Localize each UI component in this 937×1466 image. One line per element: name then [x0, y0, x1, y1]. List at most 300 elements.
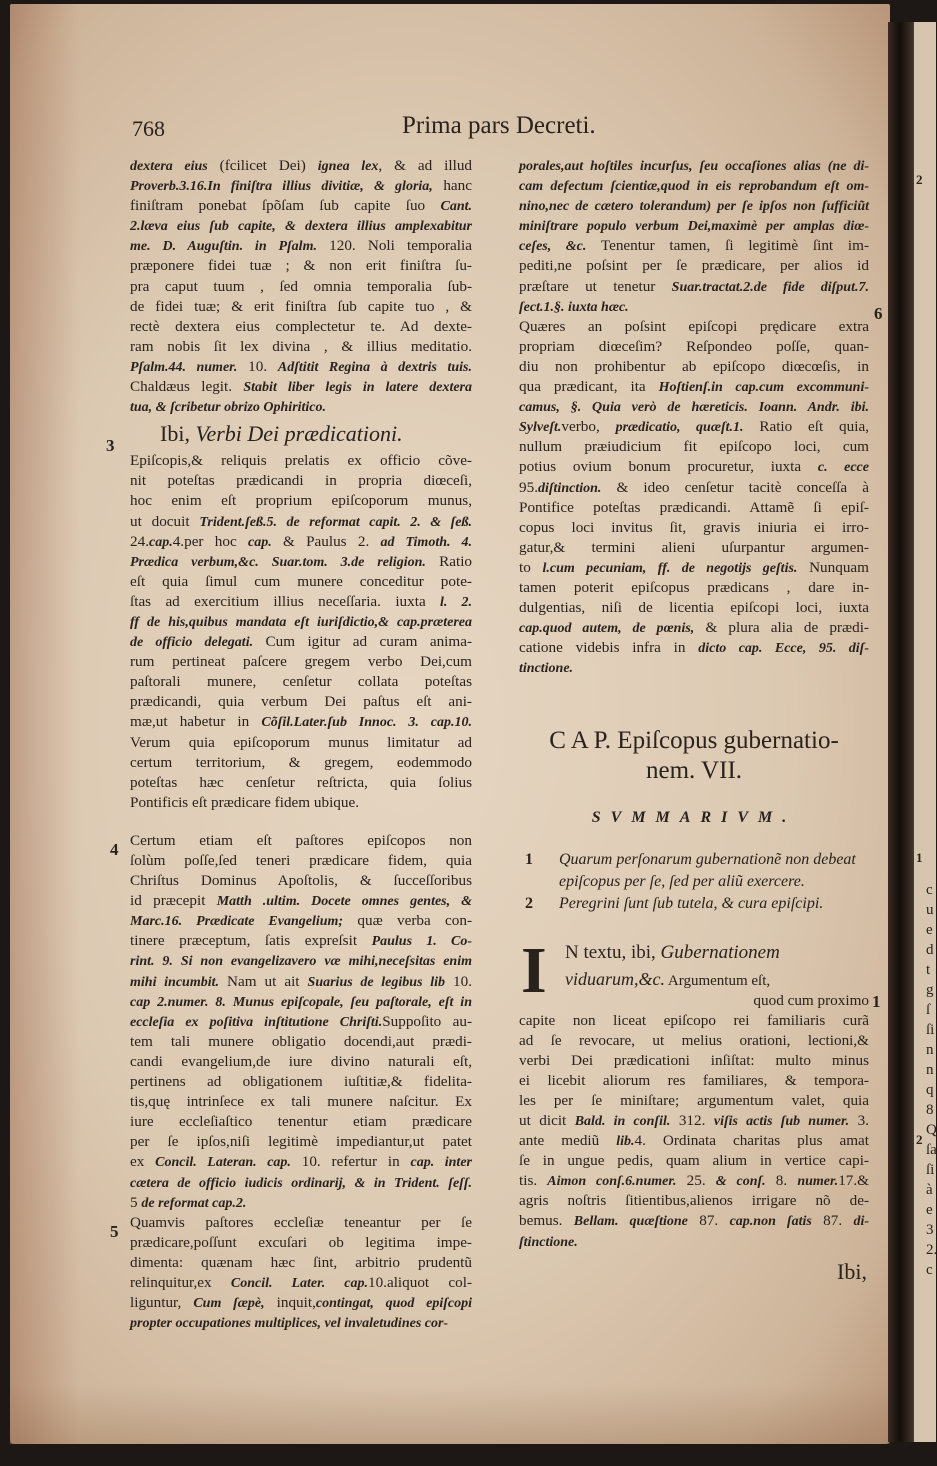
text-line	[519, 578, 869, 598]
roman-run: Quamvis paſtores eccleſiæ teneantur per ſe	[130, 1213, 472, 1231]
text-line	[519, 1091, 869, 1111]
roman-run: id præcepit	[130, 892, 217, 910]
italic-run: Marc.16. Prædicate Evangelium;	[130, 914, 344, 930]
roman-run: 3.	[849, 1112, 870, 1129]
text-line	[130, 1233, 472, 1253]
facing-letter: e	[926, 1202, 933, 1218]
text-line-3: quod cum proximo	[753, 991, 869, 1009]
marginal-number-3: 3	[106, 436, 115, 455]
text-line	[130, 1012, 472, 1032]
italic-run: ad Timoth. 4.	[380, 534, 472, 550]
text-line	[130, 552, 472, 572]
text-italic: viduarum,&c.	[565, 968, 665, 989]
text-line	[519, 1232, 869, 1252]
italic-run: cap.quod autem, de pœnis,	[519, 621, 695, 637]
roman-run: dimenta: quænam hæc ſint, arbitrio prudentũ	[130, 1253, 472, 1271]
roman-run: Pontifice poteſtas prædicandi. Attamẽ ſi epiſ-	[519, 498, 869, 516]
italic-run: ceſes, &c.	[519, 239, 587, 255]
roman-run: & plura alia de prædi-	[694, 619, 869, 637]
text-line	[519, 457, 869, 477]
text-line	[130, 871, 472, 891]
text-line	[130, 176, 472, 196]
text-line	[130, 992, 472, 1012]
roman-run: verbi Dei prædicationi inſiſtat: multo minus	[519, 1051, 869, 1069]
roman-run: Nunquam	[797, 558, 869, 576]
roman-run: hoc enim eſt proprium epiſcoporum munus,	[130, 492, 472, 510]
text-line	[130, 297, 472, 317]
text-line	[130, 1173, 472, 1193]
chapter-heading-line-2: nem. VII.	[645, 757, 743, 785]
text-line	[519, 1171, 869, 1191]
text-line	[519, 256, 869, 276]
roman-run: 120. Noli temporalia	[316, 237, 472, 255]
text-line	[130, 1253, 472, 1273]
roman-run: (fcilicet Dei)	[207, 157, 318, 174]
text-line-1	[519, 943, 869, 969]
text-line	[130, 733, 472, 753]
facing-letter: à	[926, 1182, 933, 1198]
roman-run: pertinens ad obligationem iuſtitiæ,& fidelita-	[130, 1073, 472, 1091]
text-line	[519, 1151, 869, 1171]
italic-run: propter occupationes multiplices, vel invaletudines cor-	[130, 1316, 449, 1332]
roman-run: Suppoſito au-	[382, 1012, 473, 1030]
italic-run: ff de his,quibus mandata eſt iuriſdictio,& cap.præterea	[130, 614, 472, 630]
roman-run: præſtare ut tenetur	[519, 277, 672, 295]
chapter-text	[519, 933, 870, 1284]
text-line	[130, 1193, 472, 1213]
text-line	[130, 911, 472, 931]
italic-run: miniſtrare populo verbum Dei,maximè per amplas diœ-	[519, 219, 869, 235]
facing-letter: Q	[926, 1122, 937, 1138]
facing-letter: c	[926, 882, 933, 898]
roman-run: bemus.	[519, 1212, 574, 1230]
text-line	[130, 692, 472, 712]
italic-run: Sylveſt.	[519, 420, 562, 436]
roman-run: & Paulus 2.	[271, 532, 381, 550]
italic-run: cap. inter	[410, 1155, 472, 1171]
italic-run: eccleſia ex poſitiva inſtitutione Chriſti.	[130, 1014, 383, 1030]
text-line	[130, 1152, 472, 1172]
roman-run: præponere fidei tuæ ; & non erit finiſtra ſu-	[130, 257, 472, 275]
italic-run: nino,nec de cætero tolerandum) per ſe ipſos non ſufficiũt	[519, 199, 869, 215]
facing-letter: q	[926, 1082, 934, 1098]
text-line	[130, 277, 472, 297]
text-line	[519, 1191, 869, 1211]
roman-run: Epiſcopis,& reliquis prelatis ex officio cõve-	[130, 452, 472, 470]
roman-run: ad ſe revocare, ut melius orationi, lectioni,&	[519, 1031, 869, 1049]
italic-run: porales,aut hoſtiles incurſus, ſeu occaſiones alias (ne di-	[519, 159, 869, 174]
text-line	[130, 357, 472, 377]
roman-run: per ſe ipſos,niſi legitimè impediantur,ut patet	[130, 1133, 472, 1151]
italic-run: 2.læva eius ſub capite, & dextera illius amplexabitur	[130, 219, 472, 235]
italic-run: cam defectum ſcientiæ,quod in eis reprobandum eſt om-	[519, 179, 869, 195]
roman-run: tis.	[519, 1172, 548, 1190]
subheading-italic: Verbi Dei prædicationi.	[195, 421, 403, 447]
roman-run: 10. refertur in	[290, 1153, 411, 1171]
roman-run: gatur,& termini alieni uſurpantur argumen-	[519, 538, 869, 556]
roman-run: rum pertineat paſcere gregem verbo Dei,cum	[130, 653, 472, 671]
text-line	[130, 951, 472, 971]
text-line	[130, 1213, 472, 1233]
summarium-title: SVMMARIVM.	[591, 809, 797, 827]
text-line	[519, 558, 869, 578]
text-line	[130, 612, 472, 632]
italic-run: Matth .ultim. Docete omnes gentes, &	[216, 894, 473, 910]
italic-run: Cant.	[440, 199, 472, 215]
text-line	[130, 1112, 472, 1132]
roman-run: dulgentias, niſi de licentia epiſcopi loci, iuxta	[519, 599, 869, 617]
roman-run: candi evangelium,de iure divino naturali eſt,	[130, 1052, 472, 1070]
italic-run: rint. 9. Si non evangelizavero væ mihi,neceſsitas enim	[130, 954, 472, 970]
roman-run: Nam ut ait	[219, 972, 308, 990]
italic-run: l. 2.	[440, 594, 472, 610]
text-line	[130, 512, 472, 532]
drop-capital: I	[521, 933, 547, 1007]
text-line	[519, 1111, 869, 1131]
italic-run: Adſtitit Regina à dextris tuis.	[277, 359, 472, 375]
roman-run: pediti,ne poſsint per ſe prædicare, per alios id	[519, 257, 869, 275]
text-line	[519, 1131, 869, 1151]
roman-run: Ratio	[425, 552, 473, 570]
text-line	[130, 337, 472, 357]
text-line	[130, 1273, 472, 1293]
roman-run: qua prædicant, ita	[519, 378, 659, 396]
facing-marginal: 2	[916, 1132, 923, 1147]
text-line	[519, 618, 869, 638]
roman-run: ut dicit	[519, 1112, 575, 1129]
text-line	[130, 632, 472, 652]
roman-run: Pontificis eſt prædicare fidem ubique.	[130, 793, 360, 811]
italic-run: Suarius de legibus lib	[307, 974, 446, 990]
text-line	[130, 672, 472, 692]
text-line	[519, 417, 869, 437]
text-plain: Argumentum eſt,	[664, 972, 771, 989]
text-line	[130, 652, 472, 672]
roman-run: & ideo cenſetur tacitè conceſſa à	[601, 478, 869, 496]
summarium-item-text: Peregrini ſunt ſub tutela, & cura epiſcipi.	[559, 894, 824, 912]
italic-run: dicto cap. Ecce, 95. diſ-	[698, 641, 869, 657]
facing-letter: 2.	[926, 1242, 937, 1258]
italic-run: Hoſtienſ.in cap.cum excommuni-	[658, 380, 869, 396]
book-page	[10, 4, 890, 1444]
text-line	[519, 317, 869, 337]
text-line	[130, 532, 472, 552]
text-body	[519, 1011, 869, 1252]
text-line	[130, 1293, 472, 1313]
roman-run: diu non prohibentur ab epiſcopo diœcœſis, in	[519, 357, 869, 375]
text-line	[519, 658, 869, 678]
facing-letter: ſi	[926, 1162, 935, 1178]
summarium-item-text: Quarum perſonarum gubernationẽ non debeat epiſcopus per ſe, ſed per aliũ exercere.	[559, 850, 856, 890]
italic-run: de reformat cap.2.	[141, 1195, 247, 1211]
text-line	[130, 572, 472, 592]
roman-run: tis,quę intrinſece ex tali munere naſcitur. Ex	[130, 1093, 472, 1111]
text-line	[130, 753, 472, 773]
roman-run: catione videbis infra in	[519, 639, 699, 657]
subheading-plain: Ibi,	[160, 421, 196, 447]
italic-run: dextera eius	[130, 159, 208, 174]
roman-run: 87.	[687, 1212, 730, 1230]
left-para-3	[130, 831, 472, 1213]
roman-run: pra caput tuum , ſed omnia temporalia ſub-	[130, 277, 472, 295]
summarium-item-number: 2	[525, 894, 533, 912]
facing-letter: 3	[926, 1222, 934, 1238]
facing-letter: u	[926, 902, 934, 918]
text-line	[130, 451, 472, 471]
italic-run: ſect.1.§. iuxta hæc.	[519, 299, 629, 315]
italic-run: Aimon conſ.6.numer.	[547, 1174, 677, 1190]
italic-run: cap.	[148, 534, 173, 550]
facing-marginal: 2	[916, 172, 923, 187]
facing-letter: 8	[926, 1102, 934, 1118]
roman-run: mæ,ut habetur in	[130, 713, 262, 731]
roman-run: 10.	[237, 357, 278, 375]
italic-run: l.cum pecuniam, ff. de negotijs geſtis.	[542, 560, 798, 576]
italic-run: cap.non ſatis	[729, 1214, 812, 1230]
summarium-item-number: 1	[525, 850, 533, 868]
roman-run: ſtas ad exercitium illius neceſſaria. iuxta	[130, 592, 441, 610]
roman-run: prædicare,poſſunt excuſari ob legitima impe-	[130, 1233, 472, 1251]
roman-run: poteſtas hæc cenſetur reſtricta, quia ſolius	[130, 773, 472, 791]
marginal-number-1: 1	[872, 992, 881, 1011]
right-para-1	[519, 156, 869, 317]
roman-run: Chaldæus legit.	[130, 378, 244, 396]
italic-run: prædicatio, quæſt.1.	[615, 420, 744, 436]
text-line	[130, 256, 472, 276]
italic-run: Bellam. quæſtione	[573, 1214, 688, 1230]
facing-letter: e	[926, 922, 933, 938]
text-line	[519, 216, 869, 236]
text-line	[130, 773, 472, 793]
text-line	[130, 972, 472, 992]
italic-run: di-	[853, 1214, 870, 1230]
text-line	[130, 592, 472, 612]
italic-run: Suar.tractat.2.de fide diſput.7.	[671, 279, 869, 295]
italic-run: lib.	[616, 1134, 635, 1150]
text-line	[130, 156, 472, 176]
text-line	[519, 498, 869, 518]
roman-run: prædicandi, quia verbum Dei paſtus eſt ani-	[130, 693, 472, 711]
roman-run: potius ovium bonum procuretur, iuxta	[519, 458, 818, 476]
roman-run: ſe in ungue pedis, quam alium in vertice capi-	[519, 1152, 869, 1170]
italic-run: Pſalm.44. numer.	[130, 359, 238, 375]
text-line	[519, 1051, 869, 1071]
italic-run: Proverb.3.16.In finiſtra illius divitiæ, & gloria,	[130, 179, 433, 195]
italic-run: numer.	[797, 1174, 839, 1190]
roman-run: nit poteſtas prædicandi in propria diœceſi,	[130, 472, 472, 490]
italic-run: Concil. Later. cap.	[230, 1275, 368, 1291]
roman-run: Verum quia epiſcoporum munus limitatur ad	[130, 733, 472, 751]
text-line	[130, 793, 472, 813]
italic-run: de officio delegati.	[130, 635, 254, 651]
marginal-number-4: 4	[110, 840, 119, 859]
facing-letter: d	[926, 942, 934, 958]
roman-run: tamen poterit epiſcopus prædicans , dare in-	[519, 578, 869, 596]
marginal-number-5: 5	[110, 1222, 119, 1241]
subheading-verbi-dei	[130, 417, 472, 451]
roman-run: inquit,	[264, 1294, 316, 1312]
text-line	[130, 1032, 472, 1052]
text-line	[519, 397, 869, 417]
text-line	[519, 277, 869, 297]
text-line	[130, 1132, 472, 1152]
italic-run: Paulus 1. Co-	[371, 934, 472, 950]
roman-run: liguntur,	[130, 1294, 194, 1312]
roman-run: de fidei tuæ; & erit finiſtra ſub capite tuo , &	[130, 297, 472, 315]
text-line	[519, 357, 869, 377]
roman-run: les per ſe miniſtare; argumentum valet, quia	[519, 1091, 869, 1109]
italic-run: Stabit liber legis in latere dextera	[243, 380, 472, 396]
roman-run: 4.per hoc	[172, 532, 248, 550]
italic-run: ignea lex	[317, 159, 379, 174]
roman-run: Chriſtus Dominus Apoſtolis, & ſucceſſoribus	[130, 872, 472, 890]
italic-run: ſtinctione.	[519, 1234, 578, 1250]
text-line	[130, 216, 472, 236]
text-line	[130, 471, 472, 491]
roman-run: Cum igitur ad curam anima-	[253, 633, 473, 651]
right-column	[519, 156, 869, 1282]
left-para-4	[130, 1213, 472, 1334]
italic-run: Prædica verbum,&c. Suar.tom. 3.de religion.	[130, 554, 426, 570]
text-line	[519, 538, 869, 558]
right-para-2	[519, 317, 869, 679]
chapter-heading	[519, 726, 869, 786]
roman-run: eſt quia ſimul cum munere conceditur pote-	[130, 572, 472, 590]
italic-run: me. D. Auguſtin. in Pſalm.	[130, 239, 317, 255]
text-line	[130, 712, 472, 732]
text-line-2	[519, 969, 869, 991]
text-line	[130, 236, 472, 256]
roman-run: ut docuit	[130, 512, 200, 530]
text-line	[519, 1011, 869, 1031]
facing-letter: ſa	[926, 1142, 937, 1158]
roman-run: tem tali munere obligatio docendi,aut prædi-	[130, 1032, 472, 1050]
text-line	[519, 1031, 869, 1051]
roman-run: capite non liceat epiſcopo rei familiaris curã	[519, 1011, 869, 1029]
roman-run: copus loci invitus ſit, gravis iniuria ei irro-	[519, 518, 869, 536]
text-line	[519, 478, 869, 498]
italic-run: cætera de officio iudicis ordinarij, & in Trident. ſeſſ.	[130, 1175, 472, 1191]
italic-run: Cõſil.Later.ſub Innoc. 3. cap.10.	[261, 715, 472, 731]
roman-run: relinquitur,ex	[130, 1273, 231, 1291]
italic-run: Trident.ſeß.5. de reformat capit. 2. & ſeß.	[199, 514, 472, 530]
text-line	[519, 598, 869, 618]
text-line	[130, 317, 472, 337]
summarium-item	[519, 893, 869, 915]
roman-run: 10.	[445, 972, 472, 990]
text-line	[130, 831, 472, 851]
text-line	[519, 176, 869, 196]
text-plain: N textu, ibi,	[565, 941, 661, 963]
running-head	[132, 112, 830, 152]
roman-run: ram nobis ſit lex divina , & illius meditatio.	[130, 337, 472, 355]
text-line	[130, 931, 472, 951]
roman-run: 312.	[670, 1112, 714, 1129]
text-line	[519, 236, 869, 256]
roman-run: verbo,	[561, 418, 616, 436]
roman-run: 17.&	[838, 1172, 869, 1190]
roman-run: quæ verba con-	[343, 912, 472, 930]
italic-run: viſis actis ſub numer.	[713, 1114, 850, 1129]
summarium-item	[519, 849, 869, 893]
roman-run: 10.aliquot col-	[367, 1273, 472, 1291]
text-line	[130, 397, 472, 417]
roman-run: tinere præceptum, ſatis expreſsit	[130, 932, 372, 950]
roman-run: nullum præiudicium fit epiſcopo loci, cum	[519, 438, 869, 456]
text-italic: Gubernationem	[660, 941, 780, 963]
page-number: 768	[132, 116, 165, 141]
roman-run: 5	[130, 1193, 142, 1211]
roman-run: 24.	[130, 532, 149, 550]
facing-marginal: 1	[916, 850, 923, 865]
roman-run: ante mediũ	[519, 1132, 617, 1150]
text-line	[519, 196, 869, 216]
italic-run: diſtinction.	[537, 480, 602, 496]
roman-run: Certum etiam eſt paſtores epiſcopos non	[130, 831, 472, 849]
facing-letter: ſ	[926, 1002, 931, 1018]
catchword: Ibi,	[837, 1258, 867, 1284]
roman-run: , & ad illud	[378, 157, 473, 174]
marginal-number-6: 6	[874, 304, 883, 323]
text-line	[519, 638, 869, 658]
text-line	[130, 377, 472, 397]
roman-run: ſolùm poſſe,ſed teneri prædicare fidem, quia	[130, 852, 472, 869]
roman-run: certum territorium, & gregem, eodemmodo	[130, 753, 472, 771]
italic-run: & conſ.	[715, 1174, 766, 1190]
italic-run: cap.	[247, 534, 272, 550]
text-line	[519, 156, 869, 176]
text-line	[130, 1313, 472, 1333]
italic-run: Concil. Lateran. cap.	[155, 1155, 291, 1171]
roman-run: 25.	[676, 1172, 716, 1190]
roman-run: to	[519, 558, 543, 576]
text-line	[519, 377, 869, 397]
text-line	[130, 196, 472, 216]
italic-run: contingat, quod epiſcopi	[315, 1296, 472, 1312]
roman-run: 95.	[519, 478, 538, 496]
text-line	[519, 1071, 869, 1091]
text-line	[519, 297, 869, 317]
text-line	[130, 491, 472, 511]
roman-run: iure eccleſiaſtico tenentur etiam prædicare	[130, 1113, 472, 1131]
text-line	[519, 337, 869, 357]
italic-run: c. ecce	[817, 460, 869, 476]
left-para-1	[130, 156, 472, 417]
italic-run: Cum ſæpè,	[193, 1296, 265, 1312]
roman-run: ex	[130, 1153, 156, 1171]
facing-letter: g	[926, 982, 934, 998]
italic-run: mihi incumbit.	[130, 974, 220, 990]
left-para-2	[130, 451, 472, 813]
facing-letter: n	[926, 1042, 934, 1058]
facing-letter: n	[926, 1062, 934, 1078]
facing-letter: ſi	[926, 1022, 935, 1038]
italic-run: cap 2.numer. 8. Munus epiſcopale, ſeu paſtorale, eſt in	[130, 994, 472, 1010]
roman-run: agris noſtris ſitientibus,alienos irrigare nõ de-	[519, 1192, 869, 1210]
roman-run: propriam diœceſim? Reſpondeo poſſe, quan-	[519, 337, 869, 355]
italic-run: camus, §. Quia verò de hæreticis. Ioann. Andr. ibi.	[519, 400, 869, 416]
text-line	[130, 1052, 472, 1072]
text-line	[130, 1072, 472, 1092]
italic-run: tinctione.	[519, 661, 574, 677]
roman-run: Quæres an poſsint epiſcopi prędicare extra	[519, 317, 869, 335]
facing-letter: c	[926, 1262, 933, 1278]
facing-letter: t	[926, 962, 931, 978]
text-line	[130, 891, 472, 911]
chapter-heading-line-1: C A P. Epiſcopus gubernatio-	[549, 727, 839, 755]
text-line	[519, 518, 869, 538]
text-line	[519, 1211, 869, 1231]
